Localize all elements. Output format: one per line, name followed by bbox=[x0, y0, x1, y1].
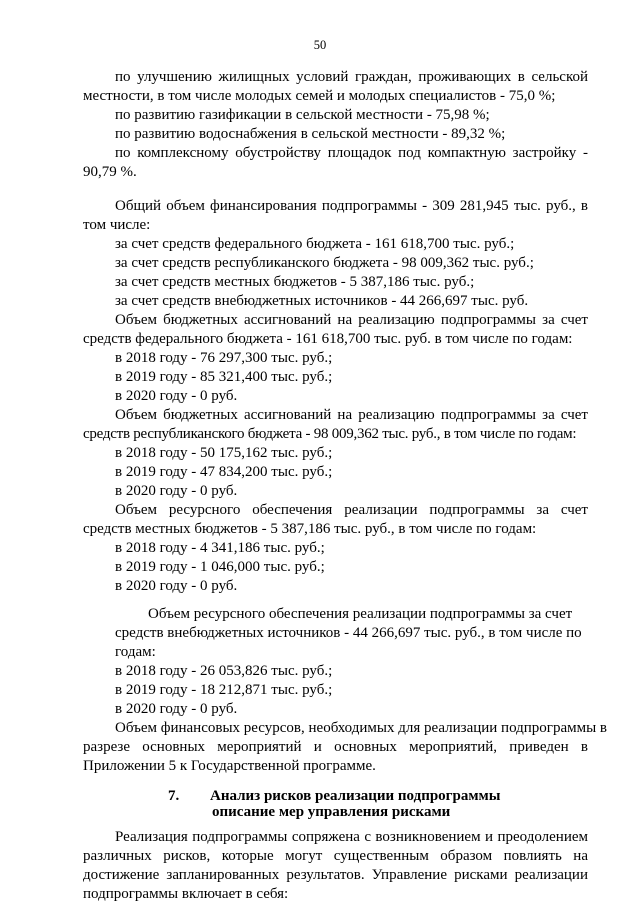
text-line: по улучшению жилищных условий граждан, проживающих в сельской bbox=[115, 69, 588, 85]
text-line: средств республиканского бюджета - 98 009,362 тыс. руб., в том числе по годам: bbox=[83, 426, 577, 442]
text-line: местности, в том числе молодых семей и молодых специалистов - 75,0 %; bbox=[83, 88, 556, 104]
section-title: Анализ рисков реализации подпрограммы bbox=[210, 788, 501, 804]
text-line: различных рисков, которые могут существенным образом повлиять на bbox=[83, 848, 588, 864]
text-line: средств федерального бюджета - 161 618,700 тыс. руб. в том числе по годам: bbox=[83, 331, 573, 347]
text-line: в 2018 году - 26 053,826 тыс. руб.; bbox=[115, 663, 333, 679]
text-line: в 2018 году - 4 341,186 тыс. руб.; bbox=[115, 540, 325, 556]
text-line: по развитию газификации в сельской местности - 75,98 %; bbox=[115, 107, 490, 123]
text-line: за счет средств республиканского бюджета - 98 009,362 тыс. руб.; bbox=[115, 255, 534, 271]
text-line: за счет средств местных бюджетов - 5 387,186 тыс. руб.; bbox=[115, 274, 475, 290]
text-line: в 2020 году - 0 руб. bbox=[115, 388, 238, 404]
text-line: в 2019 году - 18 212,871 тыс. руб.; bbox=[115, 682, 333, 698]
text-line: средств внебюджетных источников - 44 266,697 тыс. руб., в том числе по bbox=[115, 625, 582, 641]
text-line: 90,79 %. bbox=[83, 164, 137, 180]
page-number: 50 bbox=[313, 38, 327, 52]
text-line: годам: bbox=[115, 644, 156, 660]
text-line: Объем бюджетных ассигнований на реализацию подпрограммы за счет bbox=[115, 312, 588, 328]
text-line: Объем бюджетных ассигнований на реализацию подпрограммы за счет bbox=[115, 407, 588, 423]
text-line: по комплексному обустройству площадок под компактную застройку - bbox=[115, 145, 588, 161]
text-line: достижение запланированных результатов. Управление рисками реализации bbox=[83, 867, 588, 883]
text-line: Общий объем финансирования подпрограммы - 309 281,945 тыс. руб., в bbox=[115, 198, 588, 214]
text-line: Объем финансовых ресурсов, необходимых для реализации подпрограммы в bbox=[115, 720, 608, 736]
text-line: в 2020 году - 0 руб. bbox=[115, 578, 238, 594]
text-line: Реализация подпрограммы сопряжена с возникновением и преодолением bbox=[115, 829, 588, 845]
text-line: за счет средств федерального бюджета - 161 618,700 тыс. руб.; bbox=[115, 236, 515, 252]
text-line: том числе: bbox=[83, 217, 151, 233]
text-line: средств местных бюджетов - 5 387,186 тыс. руб., в том числе по годам: bbox=[83, 521, 537, 537]
text-line: в 2018 году - 50 175,162 тыс. руб.; bbox=[115, 445, 333, 461]
text-line: в 2019 году - 47 834,200 тыс. руб.; bbox=[115, 464, 333, 480]
text-line: подпрограммы включает в себя: bbox=[83, 886, 289, 902]
text-line: разрезе основных мероприятий и основных мероприятий, приведен в bbox=[83, 739, 588, 755]
text-line: в 2019 году - 85 321,400 тыс. руб.; bbox=[115, 369, 333, 385]
text-line: в 2018 году - 76 297,300 тыс. руб.; bbox=[115, 350, 333, 366]
text-line: за счет средств внебюджетных источников - 44 266,697 тыс. руб. bbox=[115, 293, 529, 309]
text-line: по развитию водоснабжения в сельской местности - 89,32 %; bbox=[115, 126, 506, 142]
text-line: в 2019 году - 1 046,000 тыс. руб.; bbox=[115, 559, 325, 575]
text-line: Приложении 5 к Государственной программе. bbox=[83, 758, 376, 774]
section-number: 7. bbox=[168, 788, 180, 804]
text-line: Объем ресурсного обеспечения реализации подпрограммы за счет bbox=[148, 606, 573, 622]
text-line: в 2020 году - 0 руб. bbox=[115, 483, 238, 499]
text-line: в 2020 году - 0 руб. bbox=[115, 701, 238, 717]
text-line: Объем ресурсного обеспечения реализации подпрограммы за счет bbox=[115, 502, 588, 518]
section-subtitle: описание мер управления рисками bbox=[212, 804, 451, 820]
